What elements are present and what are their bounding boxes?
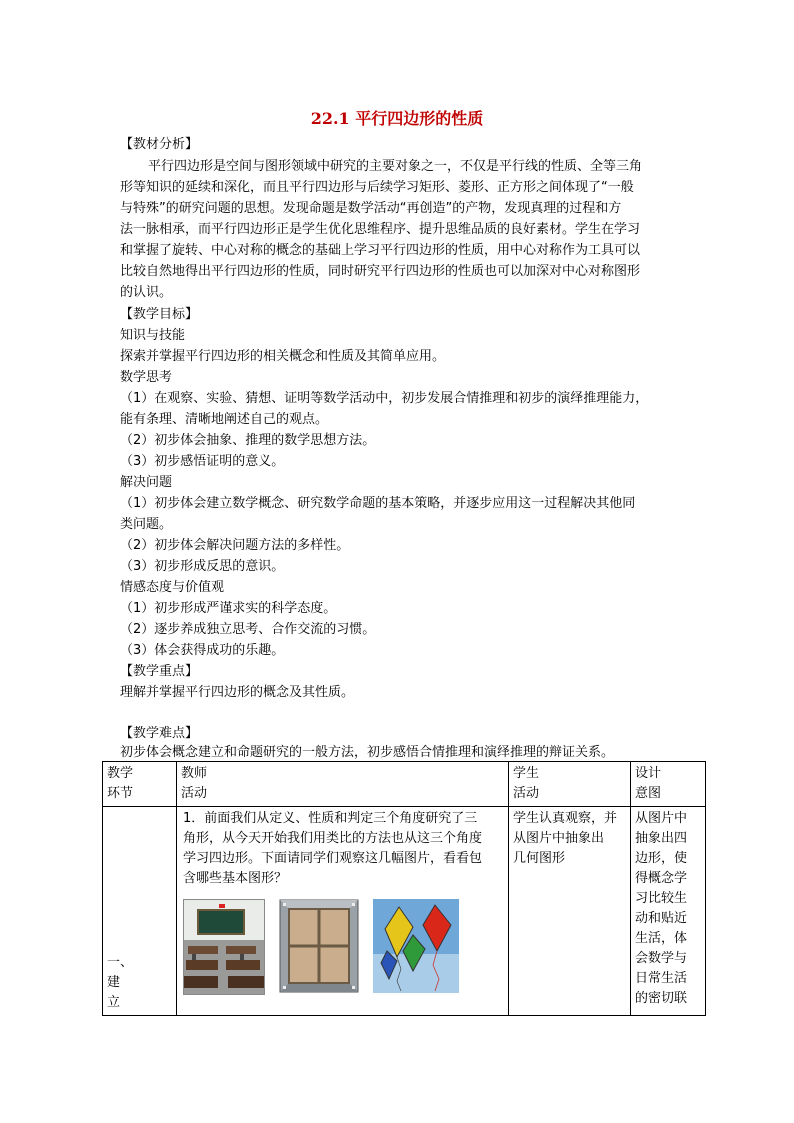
key-heading: 【教学重点】 bbox=[120, 664, 199, 679]
goal-line: （1）初步体会建立数学概念、研究数学命题的基本策略，并逐步应用这一过程解决其他同 bbox=[120, 496, 636, 511]
goal-line: 类问题。 bbox=[120, 517, 173, 532]
goal-line: （2）初步体会抽象、推理的数学思想方法。 bbox=[120, 433, 376, 448]
analysis-line: 和掌握了旋转、中心对称的概念的基础上学习平行四边形的性质，用中心对称作为工具可以 bbox=[120, 243, 641, 258]
page-title: 22.1 平行四边形的性质 bbox=[310, 109, 484, 128]
analysis-heading: 【教材分析】 bbox=[120, 137, 199, 152]
goal-line: 探索并掌握平行四边形的相关概念和性质及其简单应用。 bbox=[120, 349, 446, 364]
student-cell: 学生认真观察，并 从图片中抽象出 几何图形 bbox=[509, 807, 631, 1016]
goal-line: （2）初步体会解决问题方法的多样性。 bbox=[120, 538, 350, 553]
intent-cell: 从图片中 抽象出四 边形，使 得概念学 习比较生 动和贴近 生活，体 会数学与 日常生活 的密切联 bbox=[631, 807, 706, 1016]
goal-line: 知识与技能 bbox=[120, 328, 186, 343]
difficulty-text: 初步体会概念建立和命题研究的一般方法，初步感悟合情推理和演绎推理的辩证关系。 bbox=[120, 745, 615, 760]
analysis-line: 与特殊”的研究问题的思想。发现命题是数学活动“再创造”的产物，发现真理的过程和方 bbox=[120, 201, 622, 216]
kites-image bbox=[373, 899, 459, 993]
classroom-photo bbox=[183, 899, 265, 995]
image-row bbox=[183, 899, 502, 995]
table-row bbox=[103, 807, 706, 1016]
analysis-line: 比较自然地得出平行四边形的性质，同时研究平行四边形的性质也可以加深对中心对称图形 bbox=[120, 264, 641, 279]
header-teacher: 教师 活动 bbox=[177, 762, 509, 807]
goal-line: （1）初步形成严谨求实的科学态度。 bbox=[120, 601, 337, 616]
difficulty-heading: 【教学难点】 bbox=[120, 726, 199, 741]
header-student: 学生 活动 bbox=[509, 762, 631, 807]
header-intent: 设计 意图 bbox=[631, 762, 706, 807]
goal-line: （3）初步形成反思的意识。 bbox=[120, 559, 285, 574]
goal-line: 能有条理、清晰地阐述自己的观点。 bbox=[120, 412, 329, 427]
goal-line: （3）体会获得成功的乐趣。 bbox=[120, 643, 285, 658]
goal-line: 情感态度与价值观 bbox=[120, 580, 225, 595]
analysis-line: 形等知识的延续和深化，而且平行四边形与后续学习矩形、菱形、正方形之间体现了“一般 bbox=[120, 180, 634, 195]
window-frame-image bbox=[279, 899, 359, 993]
header-stage: 教学 环节 bbox=[103, 762, 177, 807]
key-text: 理解并掌握平行四边形的概念及其性质。 bbox=[120, 685, 355, 700]
teacher-cell: 1．前面我们从定义、性质和判定三个角度研究了三 角形，从今天开始我们用类比的方法也从这三个角度 学习四边形。下面请同学们观察这几幅图片，看看包 含哪些基本图形？ bbox=[177, 807, 509, 1016]
goal-line: （1）在观察、实验、猜想、证明等数学活动中，初步发展合情推理和初步的演绎推理能力， bbox=[120, 391, 649, 406]
goal-line: （3）初步感悟证明的意义。 bbox=[120, 454, 285, 469]
goal-line: 数学思考 bbox=[120, 370, 173, 385]
table-header-row bbox=[103, 762, 706, 807]
goal-line: （2）逐步养成独立思考、合作交流的习惯。 bbox=[120, 622, 376, 637]
goal-line: 解决问题 bbox=[120, 475, 173, 490]
analysis-line: 平行四边形是空间与图形领域中研究的主要对象之一，不仅是平行线的性质、全等三角 bbox=[148, 159, 643, 174]
analysis-line: 的认识。 bbox=[120, 285, 173, 300]
stage-cell: 一、 建 立 bbox=[103, 807, 177, 1016]
lesson-table bbox=[102, 761, 706, 1016]
goals-heading: 【教学目标】 bbox=[120, 307, 199, 322]
analysis-line: 法一脉相承，而平行四边形正是学生优化思维程序、提升思维品质的良好素材。学生在学习 bbox=[120, 222, 641, 237]
